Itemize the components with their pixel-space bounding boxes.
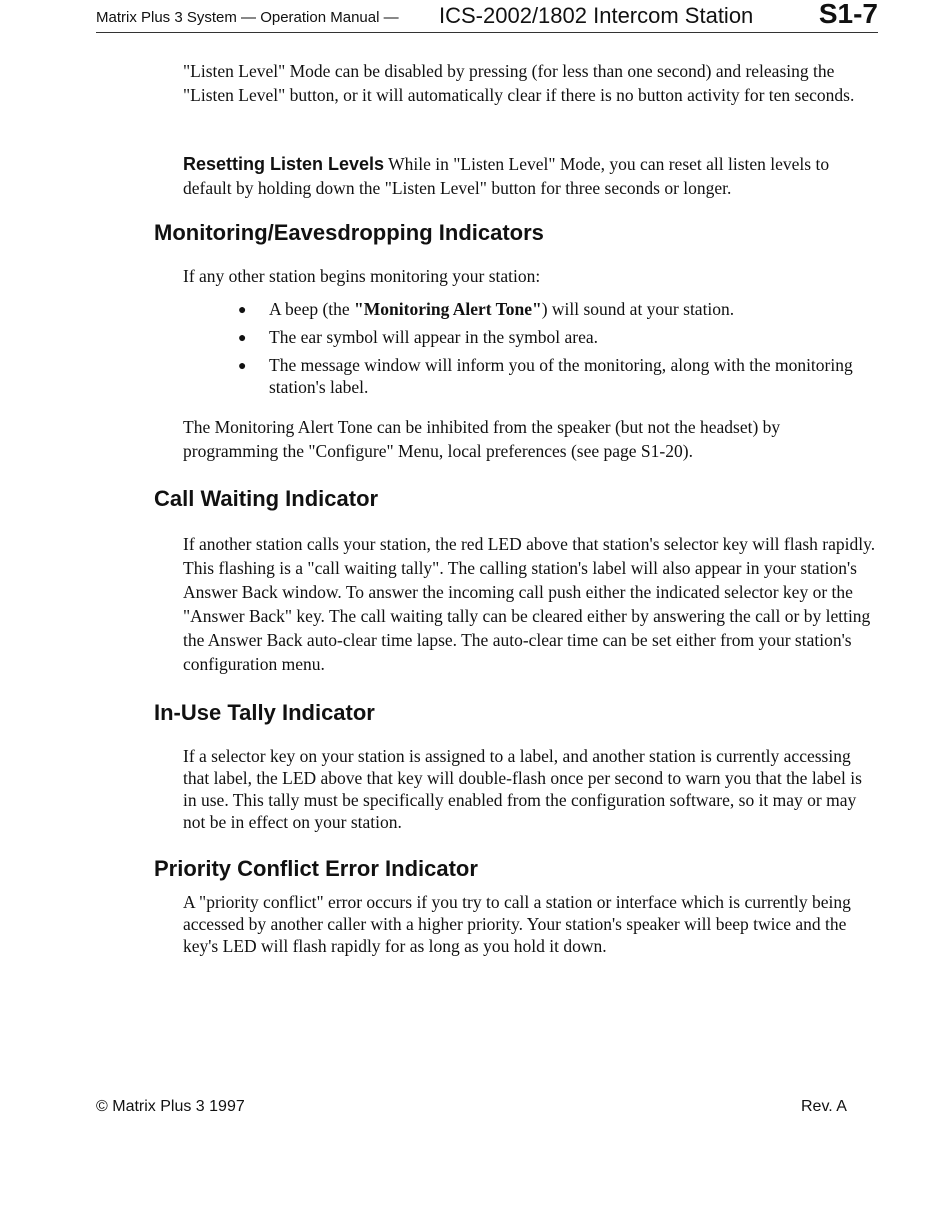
monitoring-lead (183, 264, 879, 288)
monitoring-alert-tone: "Monitoring Alert Tone" (354, 299, 542, 319)
resetting-body: While in "Listen Level" Mode, you can reset all listen levels to default by holding down the "Listen Level" button for three seconds or longer. (183, 154, 830, 198)
in-use-text: If a selector key on your station is assigned to a label, and another station is currently accessing that label, the LED above that key will double-flash once per second to warn you that the label is in use. This tally must be specifically enabled from the configuration software, so it may or may not be in effect on your station. (183, 746, 862, 832)
monitoring-bullet-list (238, 298, 878, 404)
monitoring-heading: Monitoring/Eavesdropping Indicators (154, 220, 544, 245)
bullet-icon: ● (238, 331, 247, 346)
list-item (238, 298, 878, 320)
bullet3-text: The message window will inform you of the monitoring, along with the monitoring station's label. (269, 355, 853, 397)
list-item (238, 326, 878, 348)
resetting-heading: Resetting Listen Levels (183, 154, 385, 174)
call-waiting-heading: Call Waiting Indicator (154, 486, 379, 511)
resetting-paragraph (183, 152, 879, 200)
section-title: ICS-2002/1802 Intercom Station (439, 3, 754, 28)
bullet2-text: The ear symbol will appear in the symbol area. (269, 327, 598, 347)
resetting-text (183, 152, 879, 200)
priority-heading: Priority Conflict Error Indicator (154, 856, 478, 881)
list-item (238, 354, 878, 398)
manual-title: Matrix Plus 3 System — Operation Manual — (96, 9, 399, 26)
bullet1-post: ) will sound at your station. (541, 299, 735, 319)
call-waiting-text: If another station calls your station, the red LED above that station's selector key will flash rapidly. This flashing is a "call waiting tally". The calling station's label will also appear in your station's Answer Back window. To answer the incoming call push either the indicated selector key or the "Answer Back" key. The call waiting tally can be cleared either by answering the call or by letting the Answer Back auto-clear time lapse. The auto-clear time can be set either from your station's configuration menu. (183, 534, 876, 674)
in-use-heading: In-Use Tally Indicator (154, 700, 375, 725)
monitoring-closing-text: The Monitoring Alert Tone can be inhibited from the speaker (but not the headset) by programming the "Configure" Menu, local preferences (see page S1-20). (183, 417, 781, 461)
listen-level-paragraph (183, 59, 879, 107)
monitoring-lead-text: If any other station begins monitoring your station: (183, 266, 541, 286)
in-use-paragraph (183, 745, 879, 833)
priority-text: A "priority conflict" error occurs if you try to call a station or interface which is currently being accessed by another caller with a higher priority. Your station's speaker will beep twice and the key's LED will flash rapidly for as long as you hold it down. (183, 892, 851, 956)
bullet-icon: ● (238, 359, 247, 374)
bullet-icon: ● (238, 303, 247, 318)
priority-paragraph (183, 891, 879, 957)
footer-copyright: © Matrix Plus 3 1997 (96, 1098, 245, 1115)
listen-level-text: "Listen Level" Mode can be disabled by pressing (for less than one second) and releasing the "Listen Level" button, or it will automatically clear if there is no button activity for ten seconds. (183, 61, 855, 105)
bullet1-pre: A beep (the (269, 299, 355, 319)
call-waiting-paragraph (183, 532, 879, 676)
footer-revision: Rev. A (801, 1098, 847, 1115)
page-number: S1-7 (818, 0, 878, 29)
page-header (96, 0, 878, 33)
monitoring-closing (183, 415, 879, 463)
